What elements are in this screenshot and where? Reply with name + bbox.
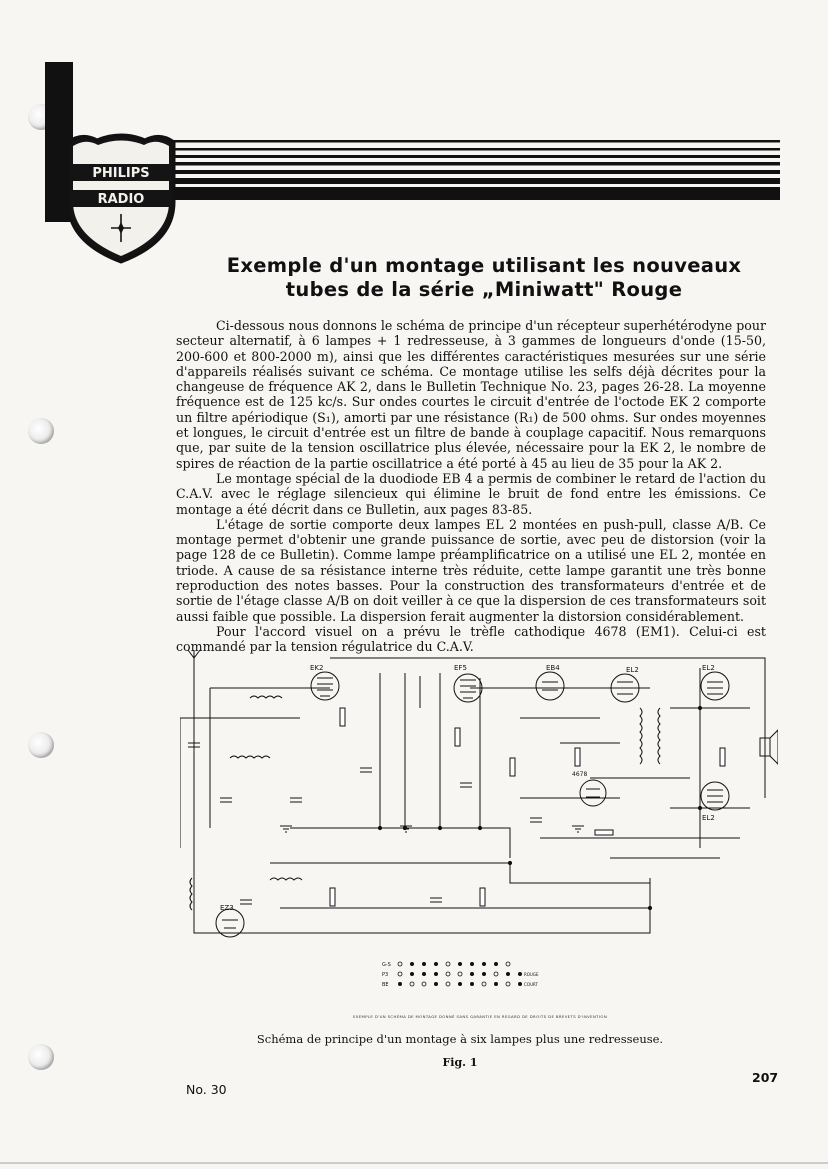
antenna-symbol [188,650,200,666]
philips-radio-logo [62,132,180,264]
transformer-coil-1 [640,708,642,764]
legend-row-be: BE [382,982,389,988]
issue-number: No. 30 [186,1082,227,1097]
svg-text:EL2: EL2 [702,814,715,822]
page-number: 207 [752,1070,779,1085]
legend-row-p3: P3 [382,972,389,978]
paragraph-1: Ci-dessous nous donnons le schéma de principe d'un récepteur superhétérodyne pour secteur alternatif, à 6 lampes + 1 redresseuse, à 3 gammes de longueurs d'onde (15-50, 200-600 et 800-2000 m), ainsi que les différentes caractéristiques mesurées sur une série d'appareils réalisés suivant ce schéma. Ce montage utilise les selfs déjà décrites pour la changeuse de fréquence AK 2, dans le Bulletin Technique No. 23, pages 26-28. La moyenne fréquence est de 125 kc/s. Sur ondes courtes le circuit d'entrée de l'octode EK 2 comporte un filtre apériodique (S₁), amorti par une résistance (R₁) de 500 ohms. Sur ondes moyennes et longues, le circuit d'entrée est un filtre de bande à couplage capacitif. Nous remarquons que, par suite de la tension oscillatrice plus élevée, nécessaire pour la EK 2, le nombre de spires de réaction de la partie oscillatrice a été porté à 45 au lieu de 35 pour la AK 2. [176,318,766,471]
svg-text:4678: 4678 [572,771,588,778]
tube-ek2 [310,664,339,700]
article-title-line-2: tubes de la série „Miniwatt" Rouge [285,278,683,301]
loudspeaker-symbol [760,730,778,764]
article-body [176,318,766,655]
paragraph-3: L'étage de sortie comporte deux lampes EL 2 montées en push-pull, classe A/B. Ce montage permet d'obtenir une grande puissance de sortie, avec peu de distorsion (voir la page 128 de ce Bulletin). Comme lampe préamplificatrice on a utilisé une EL 2, montée en triode. A cause de sa résistance interne très réduite, cette lampe garantit une très bonne reproduction des notes basses. Pour la construction des transformateurs d'entrée et de sortie de l'étage classe A/B on doit veiller à ce que la dispersion de ces transformateurs soit aussi faible que possible. La dispersion ferait augmenter la distorsion considérablement. [176,516,766,624]
svg-text:EB4: EB4 [546,664,560,672]
paragraph-2: Le montage spécial de la duodiode EB 4 a permis de combiner le retard de l'action du C.A.V. avec le réglage silencieux qui élimine le bruit de fond entre les émissions. Ce montage a été décrit dans ce Bulletin, aux pages 83-85. [176,470,766,517]
tube-4678-magic-eye [572,771,606,806]
switch-legend [382,953,562,991]
logo-text-radio: RADIO [97,192,145,207]
tube-el2-push-2 [701,782,729,822]
power-transformer-coil [190,878,192,910]
logo-text-philips: PHILIPS [92,166,150,181]
svg-text:EL2: EL2 [626,666,639,674]
choke-coil [270,878,302,880]
patent-disclaimer: EXEMPLE D'UN SCHÉMA DE MONTAGE DONNÉ SANS GARANTIE EN REGARD DE DROITS DE BREVETS D'INVENTION [352,1014,608,1019]
svg-text:EZ3: EZ3 [220,904,234,912]
svg-text:EF5: EF5 [454,664,467,672]
punch-hole-2 [28,418,54,444]
coil-2 [230,756,270,758]
tube-el2-push-1 [701,664,729,700]
punch-hole-3 [28,732,54,758]
svg-text:EL2: EL2 [702,664,715,672]
paragraph-4: Pour l'accord visuel on a prévu le trèfle cathodique 4678 (EM1). Celui-ci est commandé par la tension régulatrice du C.A.V. [176,623,766,655]
circuit-schematic [180,648,778,948]
header-rules [150,140,780,202]
punch-hole-4 [28,1044,54,1070]
figure-label: Fig. 1 [442,1056,478,1069]
tube-el2-preamp [611,666,639,702]
svg-text:EK2: EK2 [310,664,324,672]
tube-ez3 [216,904,244,937]
figure-caption: Schéma de principe d'un montage à six lampes plus une redresseuse. [256,1032,664,1046]
legend-label-court: COURT [524,982,538,987]
transformer-coil-2 [658,708,660,764]
article-title-line-1: Exemple d'un montage utilisant les nouveaux [226,254,742,277]
tube-ef5 [454,664,482,702]
legend-row-gs: G-S [382,962,391,968]
page-bottom-edge [0,1162,828,1164]
tube-eb4 [536,664,564,700]
legend-label-rouge: ROUGE [524,972,539,977]
coil-1 [250,696,282,698]
